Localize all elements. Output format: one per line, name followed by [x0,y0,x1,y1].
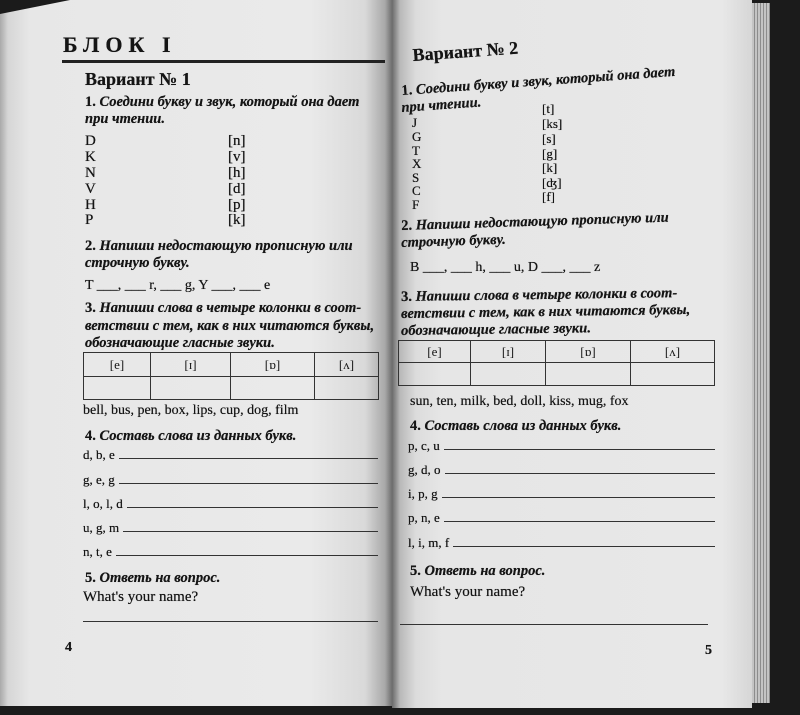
table-empty-cell [315,377,379,400]
task1-instruction-line2: при чтении. [400,94,482,116]
task-number: 1. [400,82,413,99]
variant-title: Вариант № 1 [85,69,191,89]
letter-set: u, g, m [83,520,120,535]
task-text: Соедини букву и звук, который она дает [99,94,360,110]
letter-set: g, d, o [408,462,441,477]
sound-item: [f] [542,189,555,204]
sound-item: [h] [228,165,246,181]
task-text: Составь слова из данных букв. [424,418,622,434]
table-empty-cell [231,377,315,400]
task-number: 1. [85,94,96,110]
task3-instruction-line3: обозначающие гласные звуки. [400,320,592,339]
table-header-cell: [e] [399,341,471,363]
table-empty-cell [84,377,151,400]
task3-word-list: sun, ten, milk, bed, doll, kiss, mug, fox [410,394,629,409]
letter-set: d, b, e [83,447,115,462]
variant-title: Вариант № 2 [411,37,519,65]
letter-item: D [85,133,96,149]
task4-instruction [85,429,296,444]
right-page [392,0,752,708]
letter-item: N [85,165,96,181]
answer-line [123,531,378,532]
answer-line [444,449,715,450]
task-number: 2. [85,238,96,254]
sound-item: [n] [228,133,246,149]
table-header-cell: [ɪ] [151,353,231,377]
sound-item: [ʤ] [542,175,562,190]
table-header-cell: [ɒ] [231,353,315,377]
sound-item: [p] [228,197,246,213]
answer-row [408,463,715,476]
task2-exercise: T ___, ___ r, ___ g, Y ___, ___ e [85,278,271,293]
answer-line [445,473,716,474]
answer-row [83,545,378,558]
task2-instruction-line2: строчную букву. [85,255,190,271]
sound-item: [k] [228,212,246,228]
task-text: Соедини букву и звук, который она дает [415,63,676,98]
sound-item: [g] [542,146,558,161]
page-edges [752,3,770,703]
left-page [0,0,392,706]
task4-instruction [410,419,621,434]
letter-item: T [412,143,420,158]
table-empty-cell [546,363,631,386]
page-number: 4 [65,640,72,655]
letter-item: X [412,156,422,171]
page-number: 5 [705,643,712,658]
letter-item: G [412,129,422,144]
task5-instruction [85,571,220,586]
table-header-cell: [ɒ] [546,341,631,363]
task3-instruction-line2: ветствии с тем, как в них читаются буквы, [85,318,375,334]
task-text: Напиши недостающую прописную или [99,238,353,254]
answer-line [442,497,715,498]
table-empty-cell [631,363,715,386]
task5-instruction [410,564,545,579]
answer-row [408,536,715,549]
task2-instruction-line2: строчную букву. [400,231,507,251]
task-number: 2. [400,217,413,234]
task-number: 5. [85,570,96,586]
task-number: 4. [85,428,96,444]
letter-item: S [412,170,420,185]
letter-set: p, c, u [408,438,440,453]
task3-instruction-line1 [85,301,361,316]
answer-row [83,448,378,461]
sound-item: [k] [542,160,558,175]
task3-instruction-line3: обозначающие гласные звуки. [85,335,275,351]
task-number: 3. [85,300,96,316]
sound-item: [ks] [542,116,563,131]
answer-line [453,546,715,547]
task2-instruction-line1 [401,211,669,234]
answer-line [400,624,708,625]
letter-item: K [85,149,96,165]
answer-line [116,555,378,556]
letter-set: l, o, l, d [83,496,123,511]
sound-item: [d] [228,181,246,197]
answer-row [83,473,378,486]
task1-instruction-line1 [85,95,359,110]
answer-line [83,621,378,622]
title-rule [62,60,385,63]
table-empty-cell [471,363,546,386]
table-empty-cell [399,363,471,386]
letter-item: J [412,115,418,130]
letter-item: H [85,197,96,213]
answer-line [127,507,378,508]
answer-line [444,521,715,522]
block-title: БЛОК I [63,32,177,57]
task5-question: What's your name? [83,589,199,605]
task-text: Ответь на вопрос. [424,563,546,579]
table-header-cell: [ʌ] [315,353,379,377]
letter-set: n, t, e [83,544,112,559]
letter-set: l, i, m, f [408,535,450,550]
task3-instruction-line2: ветствии с тем, как в них читаются буквы, [400,301,691,322]
answer-row [83,497,378,510]
table-header-cell: [ɪ] [471,341,546,363]
task-text: Напиши недостающую прописную или [415,209,669,234]
task3-word-list: bell, bus, pen, box, lips, cup, dog, film [83,403,299,418]
table-header-cell: [e] [84,353,151,377]
task2-exercise: B ___, ___ h, ___ u, D ___, ___ z [410,260,601,275]
table-empty-cell [151,377,231,400]
task-text: Составь слова из данных букв. [99,428,297,444]
answer-row [83,521,378,534]
task1-instruction-line1 [401,65,676,99]
answer-row [408,487,715,500]
letter-set: p, n, e [408,510,440,525]
task5-question: What's your name? [410,584,526,600]
sound-columns-table [83,352,379,400]
letter-set: g, e, g [83,472,115,487]
task1-instruction-line2: при чтении. [85,111,165,127]
sound-item: [t] [542,101,555,116]
sound-columns-table [398,340,715,386]
sound-item: [s] [542,131,556,146]
table-header-cell: [ʌ] [631,341,715,363]
letter-set: i, p, g [408,486,438,501]
task2-instruction-line1 [85,239,353,254]
answer-line [119,458,378,459]
background-corner [0,0,70,14]
letter-item: C [412,183,421,198]
sound-item: [v] [228,149,246,165]
task-number: 4. [410,418,421,434]
task-number: 5. [410,563,421,579]
answer-row [408,439,715,452]
task-number: 3. [400,288,413,305]
task-text: Напиши слова в четыре колонки в соот- [415,285,678,305]
answer-line [119,483,378,484]
task-text: Напиши слова в четыре колонки в соот- [99,300,362,316]
letter-item: F [412,197,420,212]
letter-item: P [85,212,94,228]
task-text: Ответь на вопрос. [99,570,221,586]
answer-row [408,511,715,524]
letter-item: V [85,181,96,197]
